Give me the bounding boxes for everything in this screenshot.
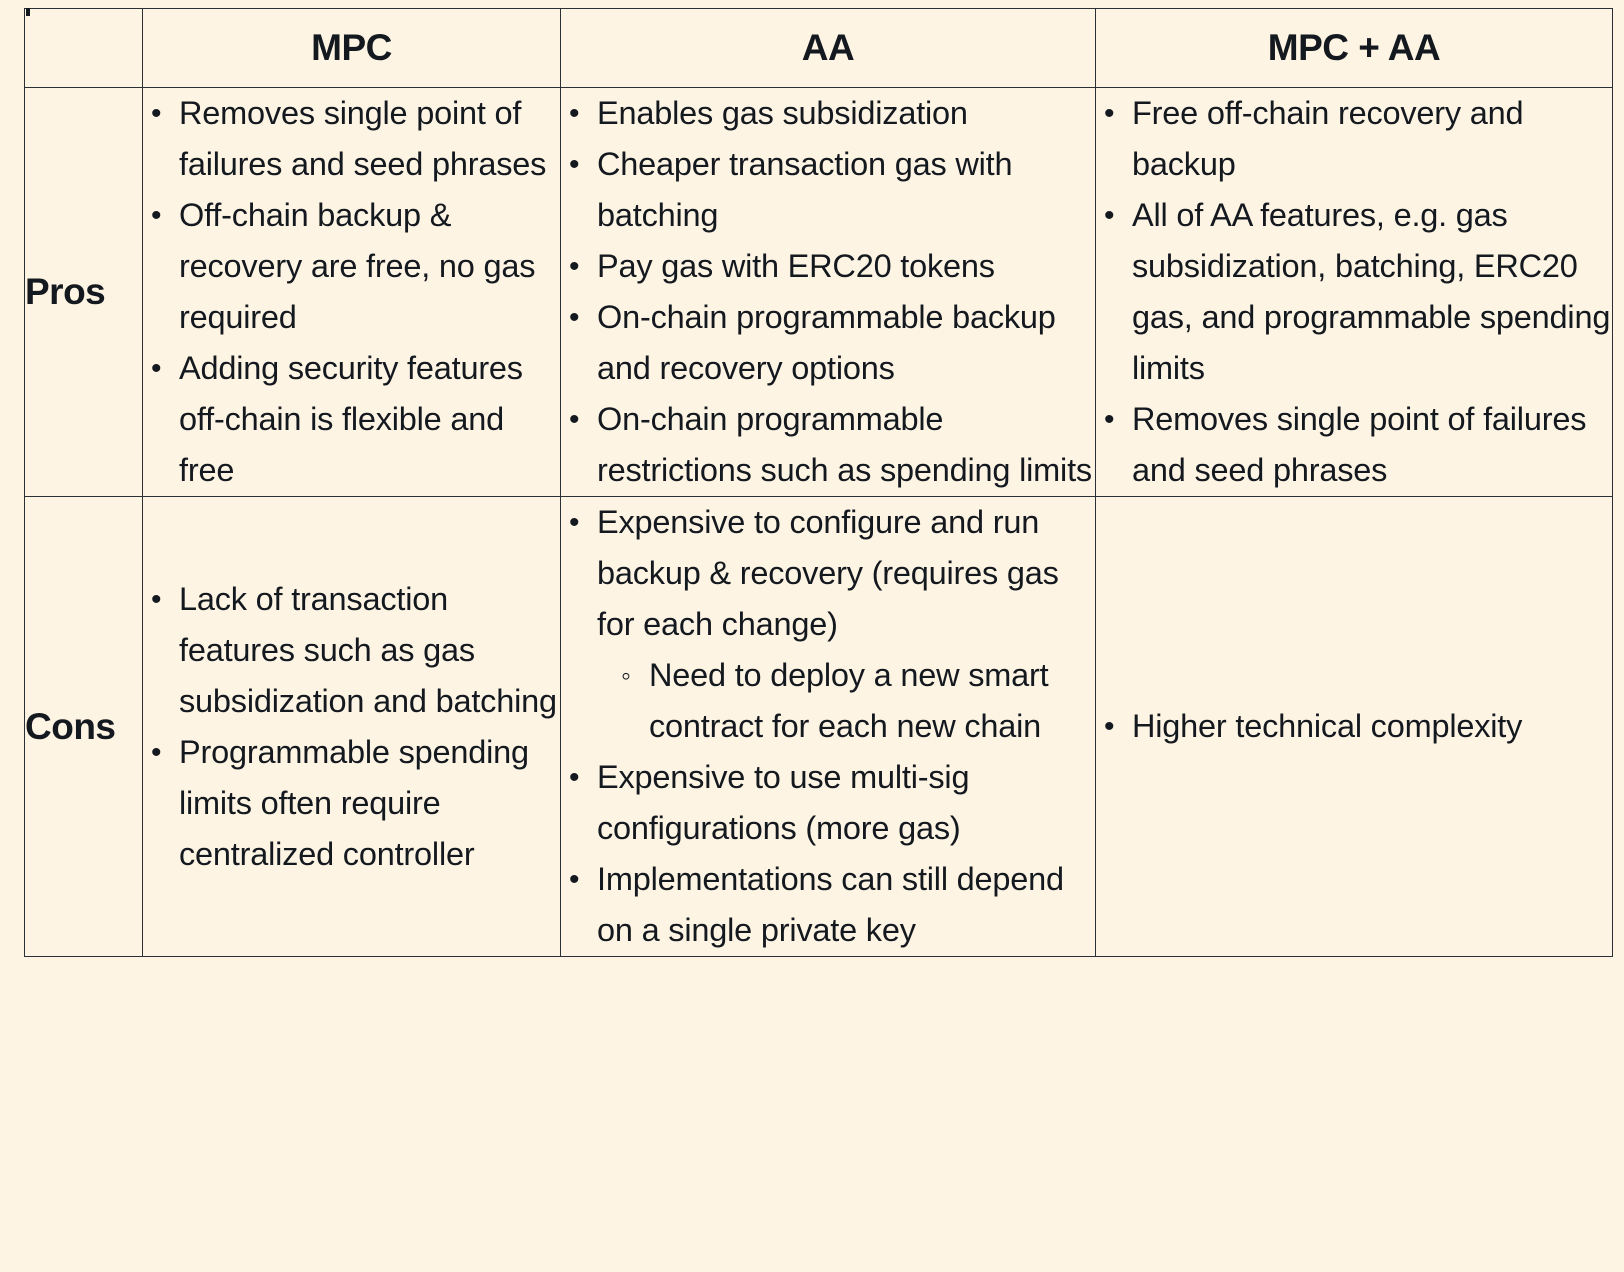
list-item [595, 88, 1095, 139]
row-header-pros: Pros [25, 88, 143, 497]
list-item [1130, 701, 1612, 752]
list-item [177, 343, 560, 496]
list-item-text: • Expensive to configure and run backup & recovery (requires gas for each change) [597, 504, 1059, 642]
table-body [25, 88, 1613, 957]
bullet-list [1096, 701, 1612, 752]
column-header-aa: AA [561, 9, 1096, 88]
list-item-text: • Higher technical complexity [1132, 708, 1522, 744]
table-header-row [25, 9, 1613, 88]
list-item-text: • Adding security features off-chain is flexible and free [179, 350, 523, 488]
sub-bullet-list [597, 650, 1095, 752]
list-item-text: • Removes single point of failures and seed phrases [1132, 401, 1586, 488]
list-item [177, 574, 560, 727]
table-header [25, 9, 1613, 88]
list-item [1130, 394, 1612, 496]
row-header-cons: Cons [25, 497, 143, 957]
list-item [595, 752, 1095, 854]
list-item-text: • Enables gas subsidization [597, 95, 968, 131]
list-item-text: • Implementations can still depend on a single private key [597, 861, 1064, 948]
table-row [25, 497, 1613, 957]
bullet-list [561, 497, 1095, 956]
column-header-mpc-aa: MPC + AA [1096, 9, 1613, 88]
cell-pros-mpc [143, 88, 561, 497]
comparison-table [24, 8, 1613, 957]
list-item-text: • On-chain programmable restrictions such as spending limits [597, 401, 1092, 488]
cell-pros-mpc-aa [1096, 88, 1613, 497]
cell-cons-aa [561, 497, 1096, 957]
list-item [595, 139, 1095, 241]
table-row [25, 88, 1613, 497]
list-item [177, 190, 560, 343]
list-item [595, 497, 1095, 752]
bullet-list [1096, 88, 1612, 496]
list-item-text: • Programmable spending limits often require centralized controller [179, 734, 529, 872]
list-item-text: • On-chain programmable backup and recovery options [597, 299, 1056, 386]
document-page [0, 8, 1624, 1272]
page-top-marker [26, 8, 30, 16]
list-item-text: • Off-chain backup & recovery are free, no gas required [179, 197, 535, 335]
list-item-text: • Pay gas with ERC20 tokens [597, 248, 995, 284]
list-item [1130, 190, 1612, 394]
list-item [595, 854, 1095, 956]
list-item [177, 88, 560, 190]
list-item-text: • All of AA features, e.g. gas subsidization, batching, ERC20 gas, and programmable spending limits [1132, 197, 1610, 386]
list-item [177, 727, 560, 880]
bullet-list [561, 88, 1095, 496]
bullet-list [143, 88, 560, 496]
list-item [1130, 88, 1612, 190]
list-item [595, 241, 1095, 292]
sub-list-item-text: ◦ Need to deploy a new smart contract for each new chain [649, 657, 1048, 744]
cell-cons-mpc-aa [1096, 497, 1613, 957]
list-item-text: • Expensive to use multi-sig configurations (more gas) [597, 759, 969, 846]
list-item-text: • Free off-chain recovery and backup [1132, 95, 1523, 182]
bullet-list [143, 574, 560, 880]
cell-pros-aa [561, 88, 1096, 497]
list-item [595, 394, 1095, 496]
column-header-mpc: MPC [143, 9, 561, 88]
sub-list-item [649, 650, 1095, 752]
cell-cons-mpc [143, 497, 561, 957]
list-item-text: • Lack of transaction features such as gas subsidization and batching [179, 581, 557, 719]
list-item [595, 292, 1095, 394]
table-corner-cell [25, 9, 143, 88]
list-item-text: • Cheaper transaction gas with batching [597, 146, 1012, 233]
list-item-text: • Removes single point of failures and seed phrases [179, 95, 546, 182]
